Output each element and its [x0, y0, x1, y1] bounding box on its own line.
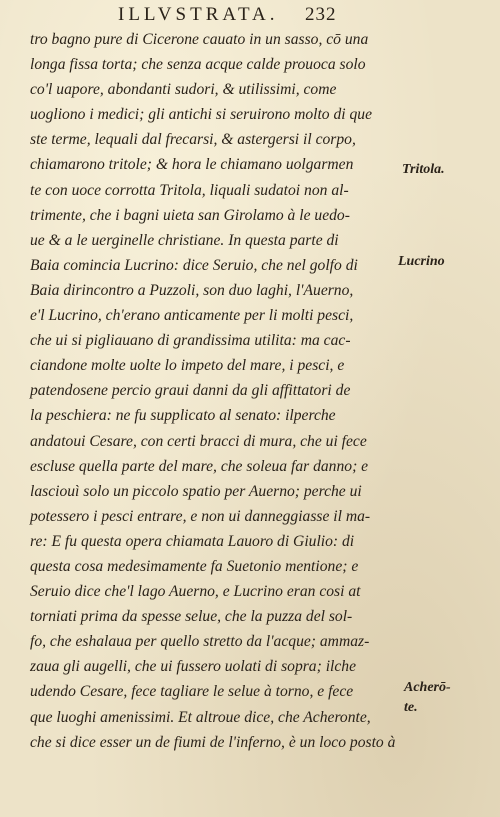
text-line: patendosene percio graui danni da gli affittatori de [30, 382, 351, 400]
text-line: che si dice esser un de fiumi de l'inferno, è un loco posto à [30, 733, 396, 751]
text-line: fo, che eshalaua per quello stretto da l'acque; ammaz- [30, 633, 370, 651]
text-line: la peschiera: ne fu supplicato al senato: ilperche [30, 407, 336, 425]
text-line: te con uoce corrotta Tritola, liquali sudatoi non al- [30, 181, 349, 199]
text-line: tro bagno pure di Cicerone cauato in un sasso, cō una [30, 31, 369, 48]
text-line: che ui si pigliauano di grandissima utilita: ma cac- [30, 332, 351, 350]
body-text [30, 27, 400, 755]
text-line: udendo Cesare, fece tagliare le selue à torno, e fece [30, 683, 354, 701]
margin-note-tritola: Tritola. [402, 162, 445, 177]
running-head: ILLVSTRATA. [118, 4, 279, 25]
text-line: ciandone molte uolte lo impeto del mare, i pesci, e [30, 357, 345, 375]
text-line: re: E fu questa opera chiamata Lauoro di Giulio: di [30, 532, 355, 550]
text-line: uogliono i medici; gli antichi si seruirono molto di que [30, 106, 373, 124]
text-line: questa cosa medesimamente fa Suetonio mentione; e [30, 557, 359, 575]
text-line: trimente, che i bagni uieta san Girolamo à le uedo- [30, 206, 350, 224]
page-header [0, 4, 500, 26]
text-line: e'l Lucrino, ch'erano anticamente per li molti pesci, [30, 307, 354, 325]
text-line: Baia dirincontro a Puzzoli, son duo laghi, l'Auerno, [30, 281, 354, 299]
margin-note-lucrino: Lucrino [398, 254, 445, 269]
text-line: chiamarono tritole; & hora le chiamano uolgarmen [30, 156, 354, 174]
text-line: co'l uapore, abondanti sudori, & utilissimi, come [30, 81, 337, 99]
text-line: torniati prima da spesse selue, che la puzza del sol- [30, 608, 353, 626]
text-line: ste terme, lequali dal frecarsi, & astergersi il corpo, [30, 131, 356, 149]
text-line: andatoui Cesare, con certi bracci di mura, che ui fece [30, 432, 367, 450]
text-line: potessero i pesci entrare, e non ui danneggiasse il ma- [30, 507, 371, 525]
text-line: que luoghi amenissimi. Et altroue dice, che Acheronte, [30, 708, 371, 726]
page-number: 232 [305, 4, 337, 25]
text-line: Baia comincia Lucrino: dice Seruio, che nel golfo di [30, 256, 358, 274]
text-line: esclusе quella parte del mare, che soleua far danno; e [30, 457, 369, 475]
margin-note-acheronte [404, 678, 451, 718]
text-line: zaua gli augelli, che ui fussero uolati di sopra; ilche [30, 658, 356, 676]
text-line: lasciouì solo un piccolo spatio per Auerno; perche ui [30, 482, 362, 500]
text-line: longa fissa torta; che senza acque calde prouoca solo [30, 56, 366, 74]
margin-note-acheronte-line-2: te. [404, 700, 418, 715]
margin-note-acheronte-line-1: Acherō- [404, 680, 451, 695]
text-line: Seruio dice che'l lago Auerno, e Lucrino eran cosi at [30, 583, 361, 601]
text-line: ue & a le uerginelle christiane. In questa parte di [30, 231, 339, 249]
